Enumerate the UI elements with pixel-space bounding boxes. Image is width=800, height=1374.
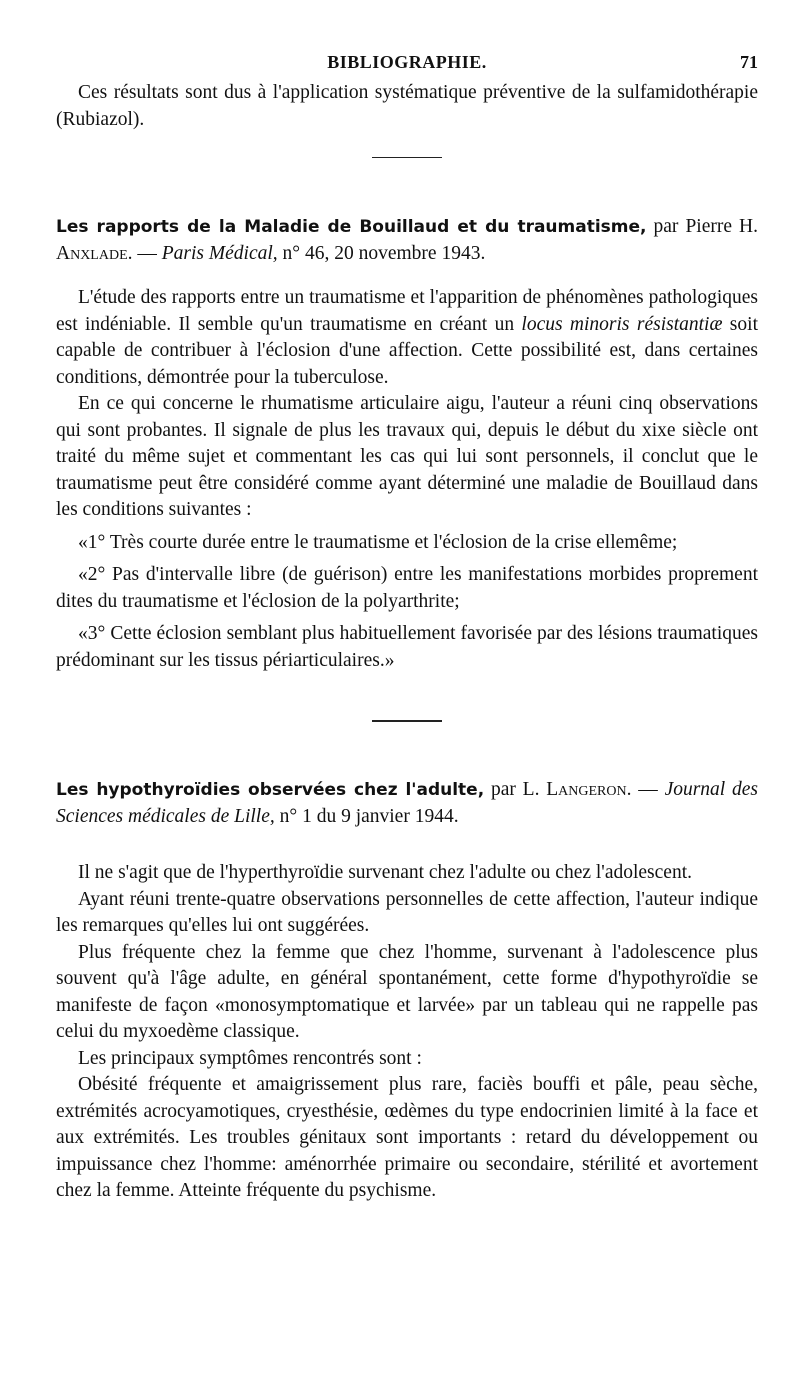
article-1-journal: Paris Médical, xyxy=(161,242,278,264)
article-1-paragraph-text: L'étude des rapports entre un traumatisme et l'apparition de phénomènes pathologiques est indéniable. Il semble qu'un traumatisme en créant un xyxy=(56,287,758,335)
article-2-paragraph: Les principaux symptômes rencontrés sont : xyxy=(78,1047,422,1069)
article-2-title: Les hypothyroïdies observées chez l'adulte, xyxy=(56,780,485,800)
article-1-paragraph-tail: soit capable de contribuer à l'éclosion d'une affection. xyxy=(56,313,758,361)
article-1-condition-1: «1° Très courte durée entre le traumatisme et l'éclosion de la crise ellemême; xyxy=(78,531,678,553)
article-2-heading xyxy=(56,777,758,830)
article-1-paragraph-cont: Cette possibilité est, dans certaines conditions, démontrée pour la tuberculose. xyxy=(56,340,759,388)
section-divider xyxy=(372,720,442,722)
running-head xyxy=(56,52,758,80)
article-1-author: Anxlade. xyxy=(56,242,133,264)
article-2-paragraph: Ayant réuni trente-quatre observations personnelles de cette affection, l'auteur indique les remarques qu'elles lui ont suggérées. xyxy=(56,888,758,936)
article-1-heading xyxy=(56,214,758,267)
article-2-by: par L. xyxy=(484,779,547,800)
article-1-title: Les rapports de la Maladie de Bouillaud et du traumatisme, xyxy=(56,217,647,237)
article-1-citation: n° 46, 20 novembre 1943. xyxy=(277,242,486,264)
page xyxy=(56,52,758,1205)
article-2-paragraph: Il ne s'agit que de l'hyperthyroïdie survenant chez l'adulte ou chez l'adolescent. xyxy=(78,862,692,883)
article-1-condition-3: «3° Cette éclosion semblant plus habituellement favorisée par des lésions traumatiques prédominant sur les tissus périarticulaires.» xyxy=(56,623,758,671)
article-2-journal: Journal des Sciences médicales de Lille, xyxy=(56,779,759,827)
article-1-paragraph xyxy=(56,285,758,391)
running-head-title: BIBLIOGRAPHIE. xyxy=(327,52,487,72)
latin-phrase: locus minoris résistantiæ xyxy=(521,313,723,335)
article-2-author: Langeron. xyxy=(546,779,632,800)
article-2-citation: n° 1 du 9 janvier 1944. xyxy=(274,805,459,827)
article-2-paragraph: Plus fréquente chez la femme que chez l'homme, survenant à l'adolescence plus souvent qu'à l'âge adulte, en général spontanément, cette forme d'hypothyroïdie se manifeste de façon «monosymptomatique et larvée» par un tableau qui ne rappelle pas celui du myxoedème classique. xyxy=(56,941,758,1042)
article-2-paragraph: Obésité fréquente et amaigrissement plus rare, faciès bouffi et pâle, peau sèche, extrémités acrocyamotiques, cryesthésie, œdèmes du type endocrinien limité à la face et aux extrémités. Les troubles génitaux sont importants : retard du développement ou impuissance chez l'homme: aménorrhée primaire ou secondaire, stérilité et avortement chez la femme. Atteinte fréquente du psychisme. xyxy=(56,1074,758,1201)
section-divider xyxy=(372,157,442,158)
article-1-by: par Pierre H. xyxy=(646,216,759,237)
carryover-paragraph: Ces résultats sont dus à l'application systématique préventive de la sulfamidothérapie (Rubiazol). xyxy=(56,82,758,130)
article-2-dash: — xyxy=(631,779,665,800)
article-1-dash: — xyxy=(132,242,162,264)
article-1-condition-2: «2° Pas d'intervalle libre (de guérison) entre les manifestations morbides proprement dites du traumatisme et l'éclosion de la polyarthrite; xyxy=(56,564,758,612)
article-1-paragraph: En ce qui concerne le rhumatisme articulaire aigu, l'auteur a réuni cinq observations qui sont probantes. Il signale de plus les travaux qui, depuis le début du xixe siècle ont traité du même sujet et commentant les cas qui lui sont personnels, il conclut que le traumatisme peut être considéré comme ayant déterminé une maladie de Bouillaud dans les conditions suivantes : xyxy=(56,393,758,520)
page-number: 71 xyxy=(740,52,758,72)
